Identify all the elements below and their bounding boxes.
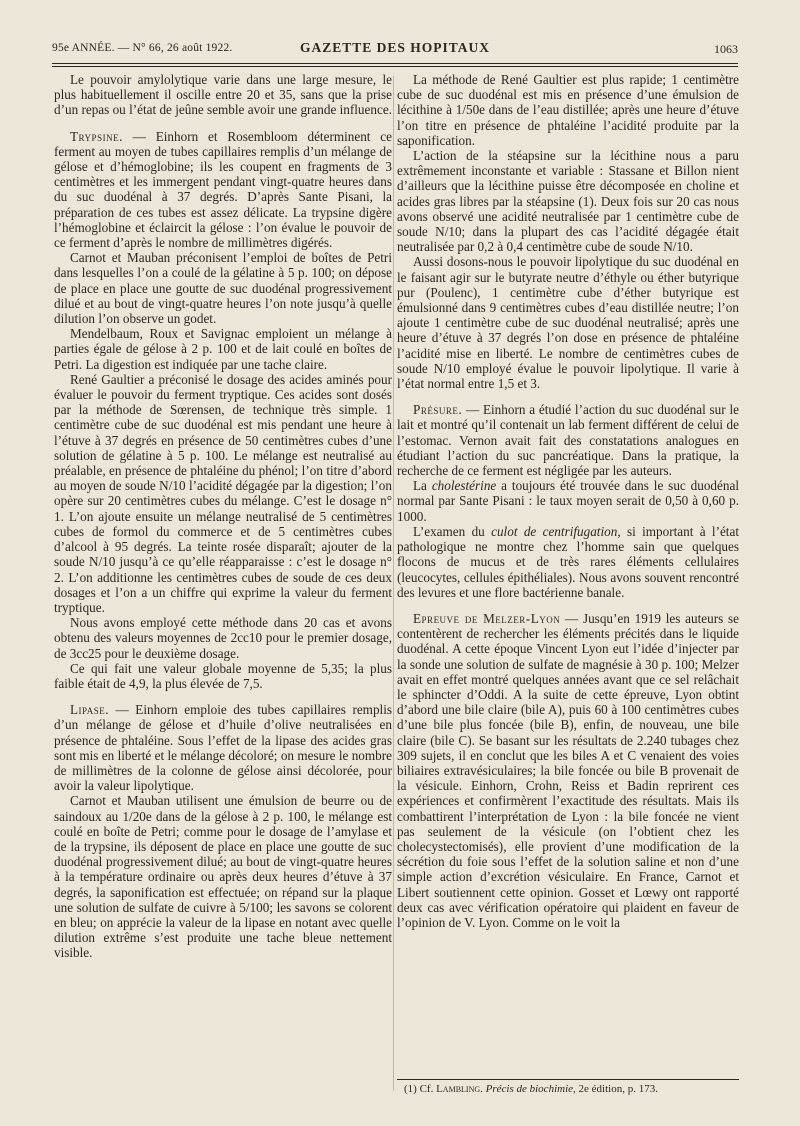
- paragraph: La méthode de René Gaultier est plus rapide; 1 centimètre cube de suc duodénal est mis en présence d’une émulsion de lécithine à 1/50e dans de l’eau distillée; après une heure d’étuve l’on titre en présence de phtaléine l’acidité produite par la saponification.: [397, 72, 739, 148]
- section-trypsine: [54, 129, 392, 251]
- paragraph: Carnot et Mauban utilisent une émulsion de beurre ou de saindoux au 1/20e dans de la gélose à 2 p. 100, le mélange est coulé en boîte de Petri; comme pour le dosage de l’amylase et de la trypsine, ils déposent de place en place une goutte de suc duodénal progressivement dilué; au bout de vingt-quatre heures à la température ordinaire ou après deux heures d’étuve à 37 degrés, la saponification est effectuée; on répand sur la plaque une solution de sulfate de cuivre à 5/100; les savons se colorent en bleu; on apprécie la valeur de la lipase en notant avec quelle dilution extrême s’est produite une tache bleue nettement visible.: [54, 793, 392, 961]
- paragraph: L’action de la stéapsine sur la lécithine nous a paru extrêmement inconstante et variable : Stassane et Billon nient d’ailleurs que la lécithine puisse être décomposée en choline et acides gras libres par la stéapsine (1). Deux fois sur 20 cas nous avons observé une acidité neutralisée par 1 centimètre cube de soude N/10; dans la plupart des cas l’acidité dégagée était neutralisée par 0,2 à 0,4 centimètre cube de soude N/10.: [397, 148, 739, 255]
- paragraph-culot: [397, 524, 739, 600]
- page-header: [52, 36, 738, 60]
- issue-info: 95e ANNÉE. — N° 66, 26 août 1922.: [52, 42, 233, 54]
- footnote: [404, 1083, 742, 1096]
- section-heading: Lipase.: [70, 702, 110, 718]
- paragraph: René Gaultier a préconisé le dosage des acides aminés pour évaluer le pouvoir du ferment tryptique. Ces acides sont dosés par la méthode de Sœrensen, de technique très simple. 1 centimètre cube de suc duodénal est mis pendant une heure à l’étuve à 37 degrés en présence de 50 centimètres cubes d’une solution de gélatine à 5 p. 100. Le mélange est neutralisé au préalable, en présence de phtaléine du phénol; l’on titre d’abord au moyen de soude N/10 l’acidité dégagée par la digestion; l’on opère sur 20 centimètres cubes du mélange. C’est le dosage n° 1. L’on ajoute ensuite un mélange neutralisé de 5 centimètres cubes de formol du commerce et de 5 centimètres cubes d’alcool à 95 degrés. La teinte rosée disparaît; ajouter de la soude N/10 jusqu’à ce qu’elle réapparaisse : c’est le dosage n° 2. L’on additionne les centimètres cubes de soude de ces deux dosages et l’on a un chiffre qui exprime la valeur du ferment tryptique.: [54, 371, 392, 615]
- page-number: 1063: [714, 42, 738, 56]
- section-melzer-lyon: [397, 611, 739, 930]
- footnote-author: Lambling.: [436, 1083, 483, 1095]
- paragraph: Mendelbaum, Roux et Savignac emploient un mélange à parties égale de gélose à 2 p. 100 et de lait coulé en boîtes de Petri. La digestion est indiquée par une tache claire.: [54, 326, 392, 372]
- section-presure: [397, 402, 739, 478]
- footnote-edition: 2e édition, p. 173.: [575, 1083, 658, 1095]
- footnote-number: (1) Cf.: [404, 1083, 437, 1095]
- paragraph: Ce qui fait une valeur globale moyenne de 5,35; la plus faible était de 4,9, la plus élevée de 7,5.: [54, 660, 392, 691]
- header-rule-thin: [52, 66, 738, 67]
- text-run: a toujours été trouvée dans le suc duodénal normal par Sante Pisani : le taux moyen serait de 0,50 à 0,60 p. 1000.: [397, 478, 739, 524]
- section-heading: Trypsine.: [70, 128, 123, 144]
- paragraph-amylolytique: Le pouvoir amylolytique varie dans une large mesure, le plus habituellement il oscille entre 20 et 35, sans que la prise d’un repas ou l’état de jeûne semble avoir une grande influence.: [54, 72, 392, 118]
- paragraph: Nous avons employé cette méthode dans 20 cas et avons obtenu des valeurs moyennes de 2cc10 pour le premier dosage, de 3cc25 pour le deuxième dosage.: [54, 615, 392, 661]
- section-text: — Einhorn et Rosembloom déterminent ce ferment au moyen de tubes capillaires remplis d’un mélange de gélose et d’hémoglobine; ils les coupent en fragments de 3 centimètres et les immergent pendant vingt-quatre heures dans du suc duodénal à 37 degrés. D’après Sante Pisani, la préparation de ces tubes est assez délicate. La trypsine digère l’hémoglobine et éclaircit la gélose : l’on évalue le pouvoir de ce ferment d’après le nombre de millimètres digérés.: [54, 128, 392, 251]
- text-run: La: [413, 478, 432, 494]
- footnote-work: Précis de biochimie,: [482, 1083, 576, 1095]
- header-rule: [52, 63, 738, 64]
- section-lipase: [54, 702, 392, 793]
- paragraph: Aussi dosons-nous le pouvoir lipolytique du suc duodénal en le faisant agir sur le butyrate neutre d’éthyle ou éther butyrique pur (Poulenc), 1 centimètre cube d’éther butyrique est émulsionné dans 9 centimètres cubes d’eau distillée neutre; l’on ajoute 1 centimètre cube de suc duodénal neutralisé; après une heure d’étuve à 37 degrés l’on dose en présence de phtaléine l’acidité mise en liberté. Le nombre de centimètres cubes de soude N/10 employé évalue le pouvoir lipolytique. Il varie à l’état normal entre 1,5 et 3.: [397, 254, 739, 392]
- text-run: L’examen du: [413, 523, 492, 539]
- italic-term: culot de centrifugation: [491, 523, 618, 539]
- footnote-rule: [397, 1079, 739, 1080]
- left-column: [54, 72, 392, 961]
- right-column: [397, 72, 739, 930]
- section-text: — Einhorn a étudié l’action du suc duodénal sur le lait et montré qu’il contenait un lab ferment différent de celui de l’estomac. Vernon avait fait des constatations analogues en étudiant l’action du suc pancréatique. Dans la pratique, la recherche de ce ferment est négligée par les auteurs.: [397, 402, 739, 479]
- text-run: , si important à l’état pathologique ne montre chez l’homme sain que quelques flocons de mucus et de très rares éléments cellulaires (leucocytes, cellules épithéliales). Nous avons souvent rencontré des levures et une flore bactérienne banale.: [397, 523, 739, 600]
- italic-term: cholestérine: [431, 478, 497, 494]
- section-text: — Jusqu’en 1919 les auteurs se contentèrent de rechercher les éléments précités dans le liquide duodénal. A cette époque Vincent Lyon eut l’idée d’injecter par la sonde une solution de sulfate de magnésie à 30 p. 100; Melzer avait en effet montré quelques années avant que ce sel relâchait le sphincter d’Oddi. A la suite de cette épreuve, Lyon obtint d’abord une bile claire (bile A), puis 60 à 100 centimètres cubes d’une bile plus foncée (bile B), enfin, de nouveau, une bile claire (bile C). Se basant sur les résultats de 2.240 tubages chez 309 sujets, il en conclut que les biles A et C venaient des voies biliaires extravésiculaires; la bile foncée ou bile B provenait de la vésicule. Einhorn, Crohn, Reiss et Badin reprirent ces expériences et confirmèrent l’exactitude des résultats. Mais ils combattirent l’interprétation de Lyon : la bile foncée ne vient pas seulement de la vésicule (on l’obtient chez les cholecystectomisés), elle provient d’une modification de la sécrétion du foie sous l’effet de la solution saline et non d’une simple action d’excrétion vésiculaire. En France, Carnot et Libert soutiennent cette opinion. Gosset et Lœwy ont rapporté deux cas avec vérification opératoire qui plaident en faveur de l’opinion de V. Lyon. Comme on le voit la: [397, 610, 739, 930]
- section-heading: Présure.: [413, 402, 463, 418]
- column-divider: [393, 76, 394, 1091]
- section-text: — Einhorn emploie des tubes capillaires remplis d’un mélange de gélose et d’huile d’olive neutralisées en présence de phtaléine. Sous l’effet de la lipase des acides gras sont mis en liberté et le mélange décoloré; on mesure le nombre de millimètres de la colonne de gélose ainsi décolorée, pour avoir la valeur lipolytique.: [54, 702, 392, 794]
- journal-title: GAZETTE DES HOPITAUX: [299, 40, 491, 55]
- paragraph: Carnot et Mauban préconisent l’emploi de boîtes de Petri dans lesquelles l’on a coulé de la gélatine à 5 p. 100; on dépose de place en place une goutte de suc duodénal progressivement dilué et au bout de vingt-quatre heures l’on note jusqu’à quelle dilution l’on observe un godet.: [54, 250, 392, 327]
- paragraph-cholesterine: [397, 478, 739, 524]
- section-heading: Epreuve de Melzer-Lyon: [413, 610, 561, 626]
